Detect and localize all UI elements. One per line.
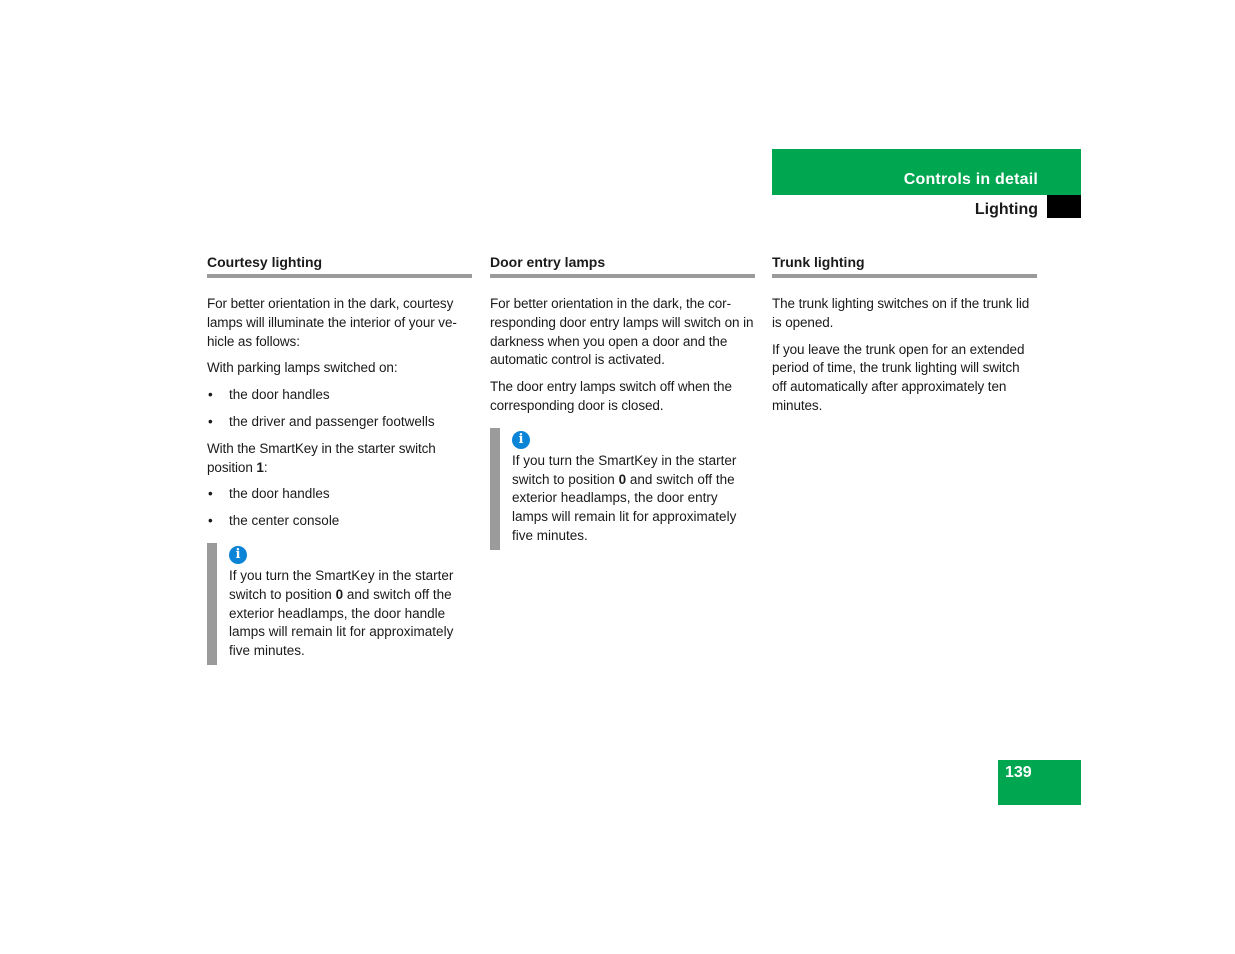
heading-door-entry-lamps: Door entry lamps — [490, 253, 755, 278]
list-item: • the driver and passenger footwells — [207, 413, 472, 432]
parking-lamps-list — [207, 386, 472, 432]
door-entry-p1: For better orientation in the dark, the cor-responding door entry lamps will switch on in darkness when you open a door and the automatic control is activated. — [490, 296, 754, 368]
note-text: If you turn the SmartKey in the starter switch to position 0 and switch off the exterior headlamps, the door handle lamps will remain lit for approximately five minutes. — [229, 567, 454, 659]
trunk-p1: The trunk lighting switches on if the trunk lid is opened. — [772, 296, 1030, 330]
column-door-entry-lamps — [490, 253, 755, 550]
note-text: If you turn the SmartKey in the starter switch to position 0 and switch off the exterior headlamps, the door entry lamps will remain lit for approximately five minutes. — [512, 452, 737, 543]
smartkey-label: With the SmartKey in the starter switch position 1: — [207, 440, 436, 475]
note-box — [207, 543, 472, 665]
parking-lamps-label: With parking lamps switched on: — [207, 360, 398, 376]
list-item: • the door handles — [207, 485, 472, 504]
info-icon: i — [512, 431, 530, 449]
column-courtesy-lighting — [207, 253, 472, 665]
section-marker — [1047, 195, 1081, 218]
section-title: Lighting — [974, 201, 1038, 218]
list-item: • the center console — [207, 512, 472, 531]
column-trunk-lighting — [772, 253, 1037, 424]
info-icon: i — [229, 546, 247, 564]
page-number: 139 — [1005, 764, 1032, 781]
courtesy-intro: For better orientation in the dark, courtesy lamps will illuminate the interior of your ve-hicle as follows: — [207, 296, 457, 349]
page-number-box — [998, 760, 1081, 805]
door-entry-p2: The door entry lamps switch off when the corresponding door is closed. — [490, 379, 732, 413]
heading-courtesy-lighting: Courtesy lighting — [207, 253, 472, 278]
note-box — [490, 428, 755, 550]
smartkey-list — [207, 485, 472, 531]
heading-trunk-lighting: Trunk lighting — [772, 253, 1037, 278]
chapter-header-bar — [772, 149, 1081, 195]
chapter-title: Controls in detail — [903, 171, 1038, 188]
list-item: • the door handles — [207, 386, 472, 405]
trunk-p2: If you leave the trunk open for an extended period of time, the trunk lighting will switch off automatically after approximately ten minutes. — [772, 341, 1025, 413]
